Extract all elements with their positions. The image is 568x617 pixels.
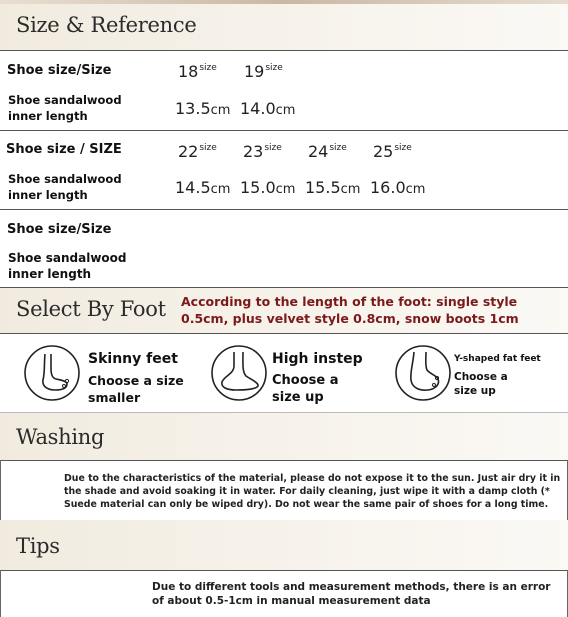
select-by-foot-title: Select By Foot xyxy=(16,297,166,321)
washing-header xyxy=(0,413,568,460)
size-value: $18^{size}$ xyxy=(178,62,217,81)
select-by-foot-header xyxy=(0,288,568,333)
size-reference-header xyxy=(0,4,568,50)
size-reference-title: Size & Reference xyxy=(16,13,197,37)
skinny-foot-icon xyxy=(23,344,81,402)
length-value: 15.0cm xyxy=(240,178,296,197)
inner-length-label: Shoe sandalwood inner length xyxy=(8,172,122,202)
foot-length-note: According to the length of the foot: single style 0.5cm, plus velvet style 0.8cm, snow boots 1cm xyxy=(181,294,519,326)
length-value: 14.5cm xyxy=(175,178,231,197)
size-value: $23^{size}$ xyxy=(243,142,282,161)
size-value: $24^{size}$ xyxy=(308,142,347,161)
shoe-size-label: Shoe size/Size xyxy=(7,63,112,78)
side-border xyxy=(0,460,1,520)
foot-type-desc: Choose a size up xyxy=(272,373,339,405)
length-value: 13.5cm xyxy=(175,99,231,118)
divider xyxy=(0,460,568,461)
foot-type-title: Skinny feet xyxy=(88,351,178,367)
tips-header xyxy=(0,520,568,570)
washing-text: Due to the characteristics of the material, please do not expose it to the sun. Just air dry it in the shade and avoid soaking it in water. For daily cleaning, just wipe it with a damp cloth (* Suede material can only be wiped dry). Do not wear the same pair of shoes for a long time. xyxy=(64,473,561,510)
foot-type-title: High instep xyxy=(272,351,363,367)
size-value: $25^{size}$ xyxy=(373,142,412,161)
size-value: $22^{size}$ xyxy=(178,142,217,161)
foot-type-title: Y-shaped fat feet xyxy=(454,354,541,364)
washing-title: Washing xyxy=(16,425,105,449)
foot-type-desc: Choose a size smaller xyxy=(88,373,184,405)
length-value: 14.0cm xyxy=(240,99,296,118)
tips-title: Tips xyxy=(16,534,60,558)
size-value: $19^{size}$ xyxy=(244,62,283,81)
inner-length-label: Shoe sandalwood inner length xyxy=(8,93,122,123)
inner-length-label: Shoe sandalwood inner length xyxy=(8,251,127,281)
tips-text: Due to different tools and measurement methods, there is an error of about 0.5-1cm in manual measurement data xyxy=(152,581,551,607)
divider xyxy=(0,333,568,334)
shoe-size-label: Shoe size/Size xyxy=(7,222,112,237)
foot-type-desc: Choose a size up xyxy=(454,371,508,397)
length-value: 16.0cm xyxy=(370,178,426,197)
divider xyxy=(0,50,568,51)
high-instep-foot-icon xyxy=(210,344,268,402)
divider xyxy=(0,570,568,571)
divider xyxy=(0,209,568,210)
length-value: 15.5cm xyxy=(305,178,361,197)
shoe-size-label: Shoe size / SIZE xyxy=(6,142,122,157)
fat-foot-icon xyxy=(394,344,452,402)
side-border xyxy=(0,570,1,617)
divider xyxy=(0,130,568,131)
